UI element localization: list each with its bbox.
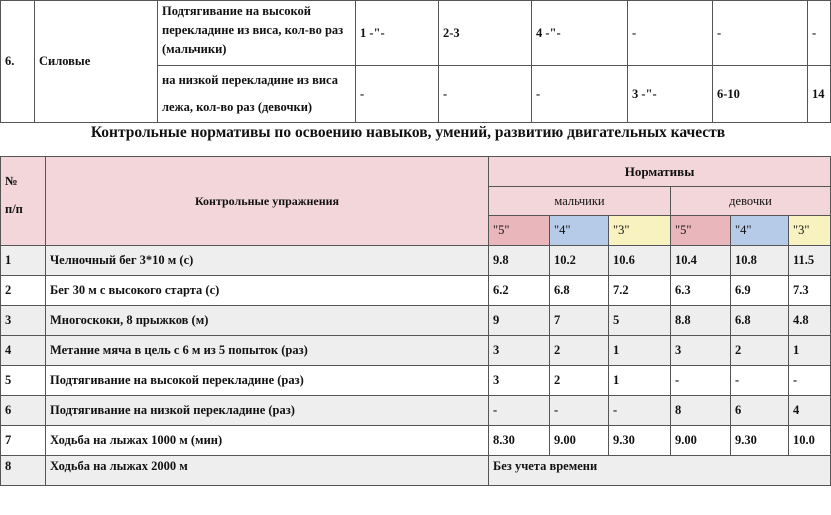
value-cell: 5 [609, 306, 671, 336]
exercise-name: Челночный бег 3*10 м (с) [46, 246, 489, 276]
row-number: 6. [1, 1, 35, 123]
value-cell: 2 [731, 336, 789, 366]
value-cell: - [532, 66, 628, 123]
value-cell: - [731, 366, 789, 396]
col-exercise-header: Контрольные упражнения [46, 157, 489, 246]
value-cell: 10.2 [550, 246, 609, 276]
exercise-name: Бег 30 м с высокого старта (с) [46, 276, 489, 306]
exercise-cell: Подтягивание на высокой перекладине из виса, кол-во раз (мальчики) [158, 1, 356, 66]
value-cell: 6.8 [731, 306, 789, 336]
value-cell: 6.9 [731, 276, 789, 306]
value-cell: - [628, 1, 713, 66]
value-cell: 1 [789, 336, 831, 366]
value-cell: 6.8 [550, 276, 609, 306]
value-cell: 10.4 [671, 246, 731, 276]
value-cell: - [609, 396, 671, 426]
norms-table [0, 156, 831, 486]
value-cell: 1 [609, 366, 671, 396]
value-cell: - [550, 396, 609, 426]
value-cell: 7.2 [609, 276, 671, 306]
row-number: 7 [1, 426, 46, 456]
value-cell: - [671, 366, 731, 396]
value-cell: 6.2 [489, 276, 550, 306]
value-cell: 9.30 [609, 426, 671, 456]
value-cell: 7 [550, 306, 609, 336]
value-cell: 11.5 [789, 246, 831, 276]
value-cell: - [808, 1, 831, 66]
value-cell: 10.0 [789, 426, 831, 456]
value-cell: 1 [609, 336, 671, 366]
value-cell: 9 [489, 306, 550, 336]
top-standards-table [0, 0, 831, 123]
exercise-name: Метание мяча в цель с 6 м из 5 попыток (раз) [46, 336, 489, 366]
value-cell: 4.8 [789, 306, 831, 336]
exercise-name: Ходьба на лыжах 1000 м (мин) [46, 426, 489, 456]
value-cell: 2 [550, 336, 609, 366]
col-num-header [1, 157, 46, 246]
value-cell: - [789, 366, 831, 396]
grade-4-boys: "4" [550, 216, 609, 246]
exercise-cell: на низкой перекладине из виса лежа, кол-во раз (девочки) [158, 66, 356, 123]
value-cell: 3 [489, 366, 550, 396]
grade-4-girls: "4" [731, 216, 789, 246]
value-cell: 3 [489, 336, 550, 366]
exercise-name: Подтягивание на низкой перекладине (раз) [46, 396, 489, 426]
col-num-line1: № [5, 174, 18, 188]
value-cell: 14 [808, 66, 831, 123]
value-cell: 7.3 [789, 276, 831, 306]
grade-5-boys: "5" [489, 216, 550, 246]
value-cell: 8.30 [489, 426, 550, 456]
value-cell: 10.8 [731, 246, 789, 276]
section-heading: Контрольные нормативы по освоению навыков, умений, развитию двигательных качеств [90, 124, 726, 141]
exercise-name: Ходьба на лыжах 2000 м [46, 456, 489, 486]
value-cell: - [489, 396, 550, 426]
row-number: 4 [1, 336, 46, 366]
value-cell: 10.6 [609, 246, 671, 276]
row-number: 2 [1, 276, 46, 306]
col-norms-header: Нормативы [489, 157, 831, 187]
merged-value-cell: Без учета времени [489, 456, 831, 486]
value-cell: 2 [550, 366, 609, 396]
row-number: 1 [1, 246, 46, 276]
value-cell: 9.00 [550, 426, 609, 456]
grade-3-boys: "3" [609, 216, 671, 246]
value-cell: - [439, 66, 532, 123]
value-cell: 3 -"- [628, 66, 713, 123]
value-cell: 9.00 [671, 426, 731, 456]
value-cell: 6 [731, 396, 789, 426]
value-cell: 4 [789, 396, 831, 426]
value-cell: 4 -"- [532, 1, 628, 66]
value-cell: 8 [671, 396, 731, 426]
value-cell: 6-10 [713, 66, 808, 123]
girls-header: девочки [671, 187, 831, 216]
row-number: 3 [1, 306, 46, 336]
value-cell: - [713, 1, 808, 66]
row-number: 8 [1, 456, 46, 486]
value-cell: 9.30 [731, 426, 789, 456]
exercise-name: Подтягивание на высокой перекладине (раз) [46, 366, 489, 396]
value-cell: - [356, 66, 439, 123]
category-label: Силовые [35, 1, 158, 123]
grade-3-girls: "3" [789, 216, 831, 246]
value-cell: 2-3 [439, 1, 532, 66]
value-cell: 8.8 [671, 306, 731, 336]
value-cell: 6.3 [671, 276, 731, 306]
grade-5-girls: "5" [671, 216, 731, 246]
value-cell: 9.8 [489, 246, 550, 276]
boys-header: мальчики [489, 187, 671, 216]
row-number: 5 [1, 366, 46, 396]
exercise-name: Многоскоки, 8 прыжков (м) [46, 306, 489, 336]
value-cell: 1 -"- [356, 1, 439, 66]
value-cell: 3 [671, 336, 731, 366]
row-number: 6 [1, 396, 46, 426]
col-num-line2: п/п [5, 202, 23, 216]
